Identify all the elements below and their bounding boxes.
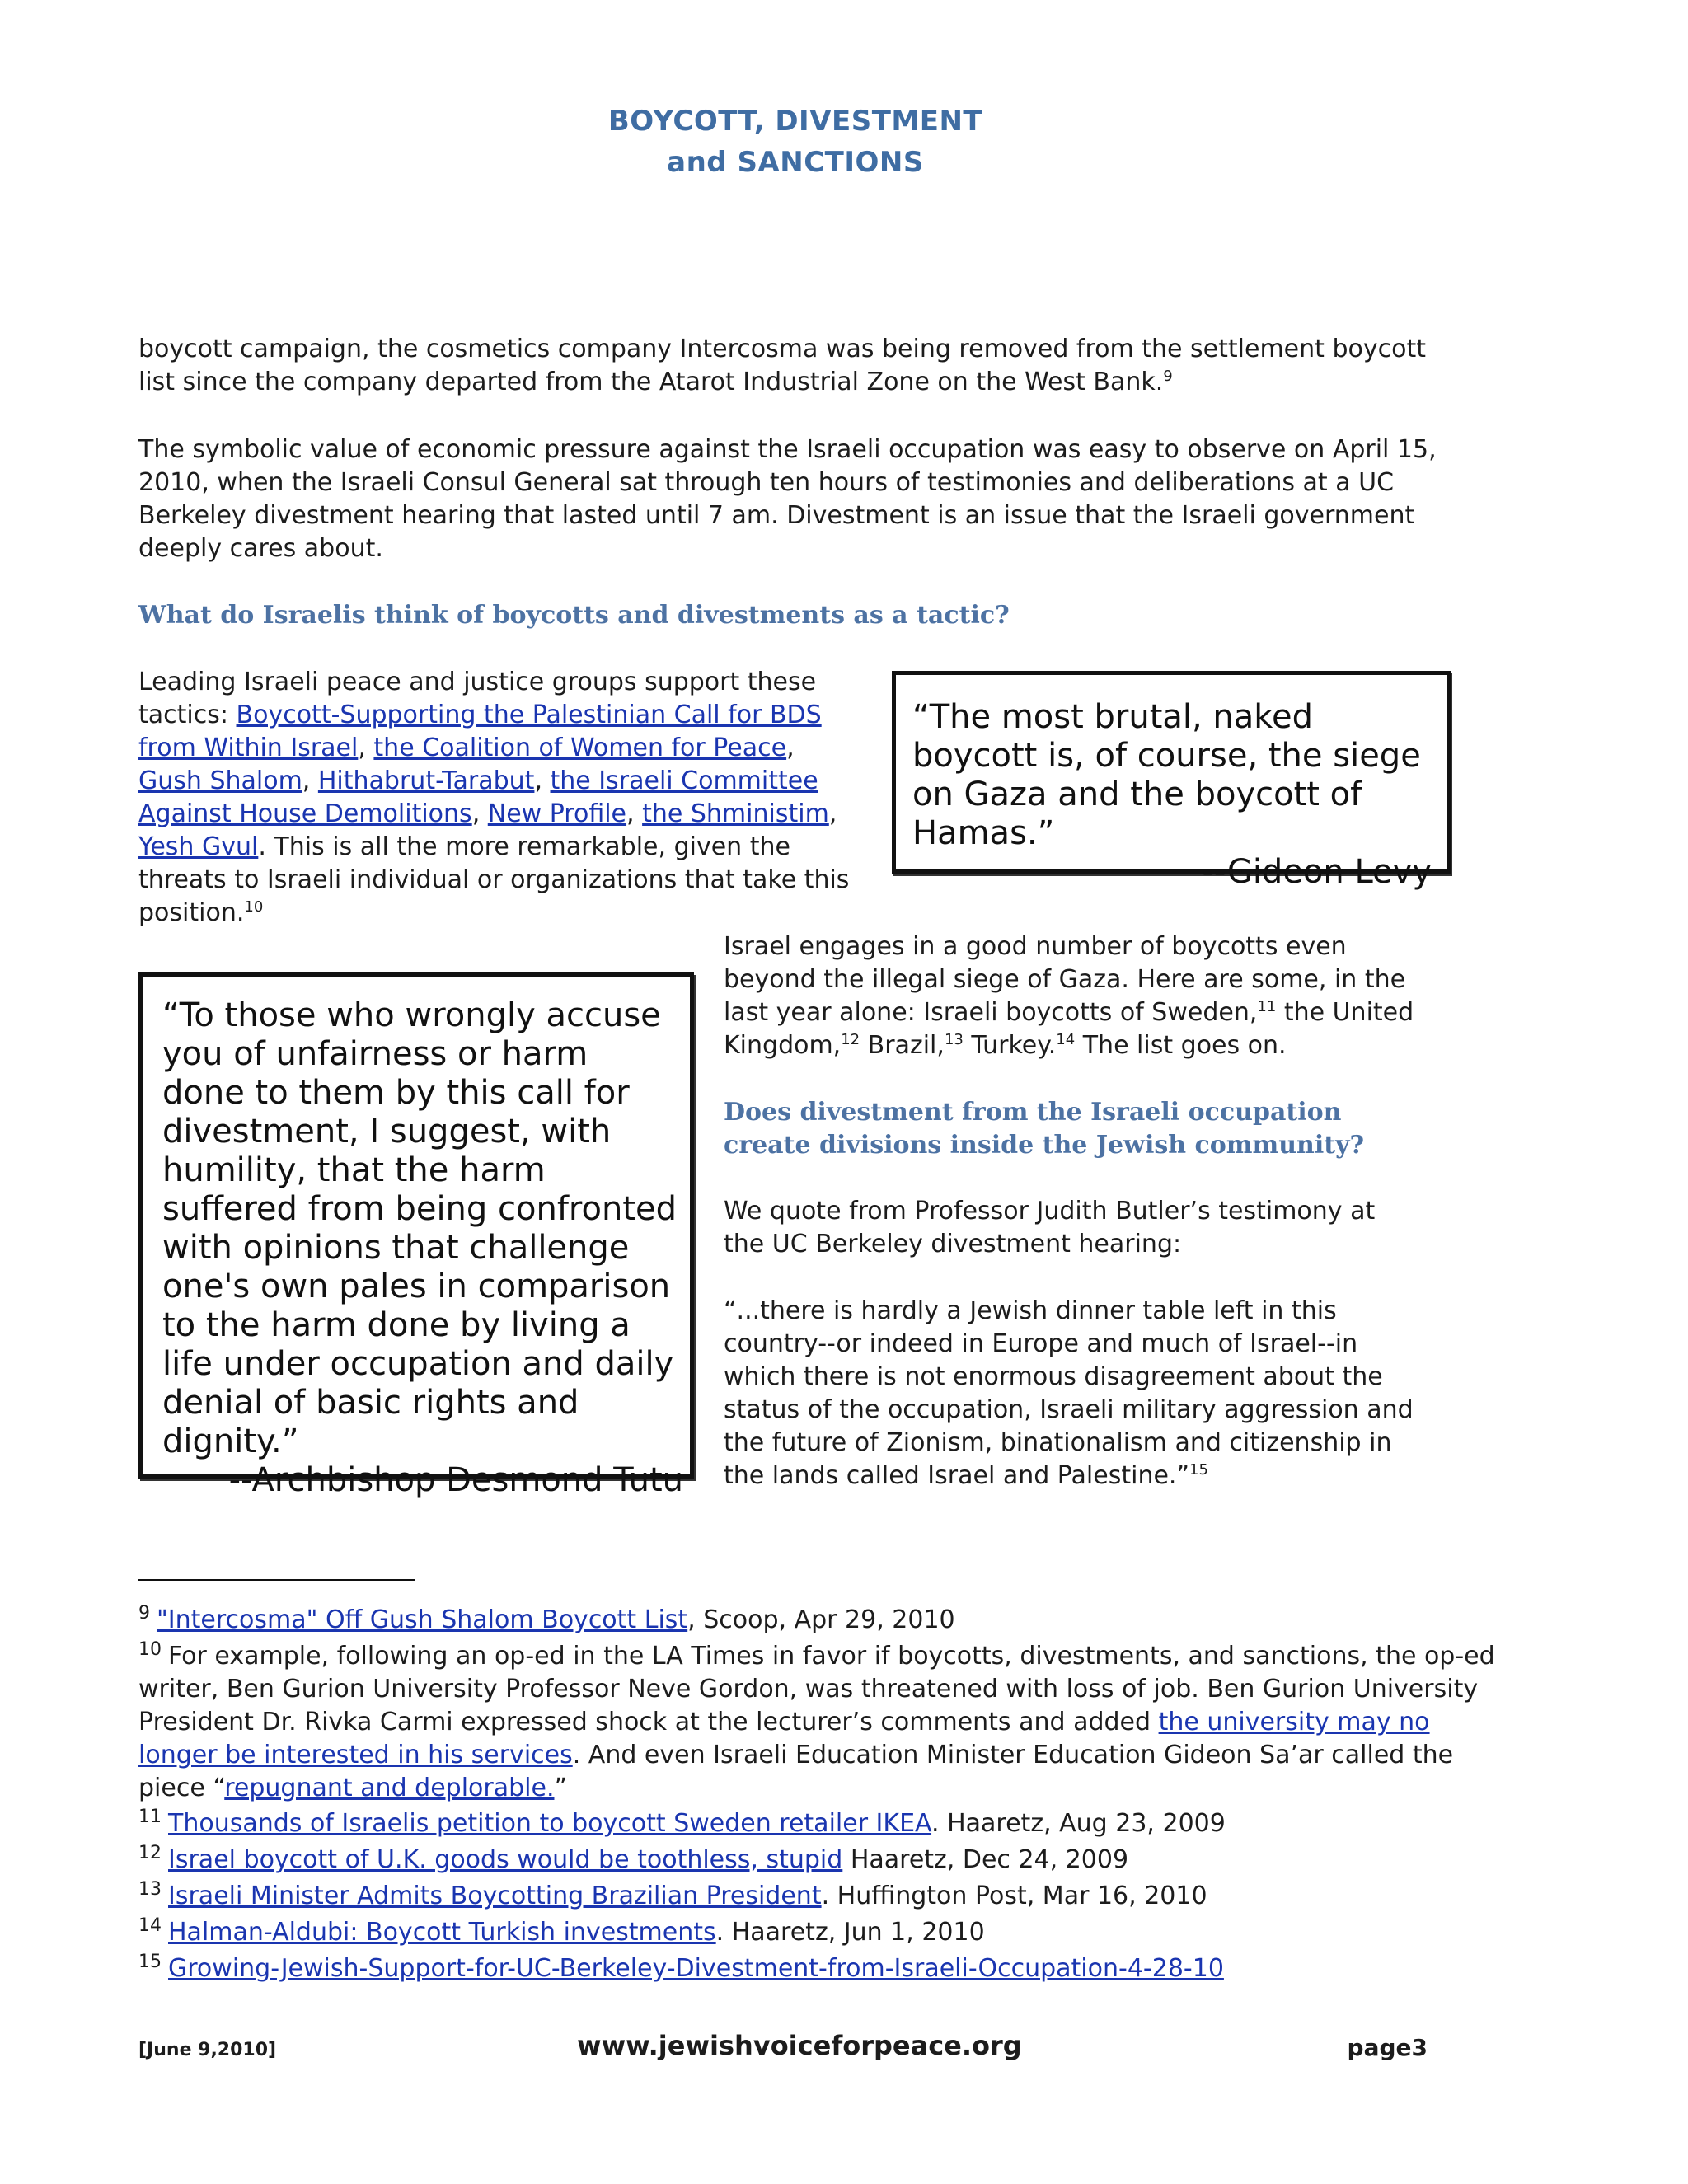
link-hithabrut-tarabut[interactable]: Hithabrut-Tarabut <box>317 766 535 795</box>
intro-paragraph-1: boycott campaign, the cosmetics company Intercosma was being removed from the settlement boycott list since the company departed from the Atarot Industrial Zone on the West Bank.$^9$ <box>138 335 1426 396</box>
quote-box-gideon-levy <box>892 671 1451 891</box>
footer-website[interactable]: www.jewishvoiceforpeace.org <box>577 2030 1022 2061</box>
footnote-14: $^{14}$ Halman-Aldubi: Boycott Turkish investments. Haaretz, Jun 1, 2010 <box>138 1915 985 1947</box>
footnote-11-link[interactable]: Thousands of Israelis petition to boycott Sweden retailer IKEA <box>168 1809 932 1838</box>
footnote-10-link-repugnant[interactable]: repugnant and deplorable. <box>224 1774 555 1802</box>
link-icahd[interactable]: the Israeli Committee Against House Demolitions <box>138 766 818 828</box>
link-coalition-of-women[interactable]: the Coalition of Women for Peace <box>373 733 787 762</box>
quote-text-tutu: “To those who wrongly accuse you of unfairness or harm done to them by this call for divestment, I suggest, with humility, that the harm suffered from being confronted with opinions that challenge one's own pales in comparison to the harm done by living a life under occupation and daily denial of basic rights and dignity.” <box>162 996 677 1460</box>
footnote-ref-9[interactable]: 9 <box>1163 368 1173 385</box>
footnote-9: $^9$ "Intercosma" Off Gush Shalom Boycott List, Scoop, Apr 29, 2010 <box>138 1603 955 1634</box>
footnote-ref-11[interactable]: 11 <box>1257 998 1277 1015</box>
footnote-10-link-university[interactable]: the university may no longer be interested in his services <box>138 1708 1430 1769</box>
footnote-10: $^{10}$ For example, following an op-ed in the LA Times in favor if boycotts, divestments, and sanctions, the op-ed writer, Ben Gurion University Professor Neve Gordon, was threatened with loss of job. Ben Gurion University President Dr. Rivka Carmi expressed shock at the lecturer’s comments and added the university may no longer be interested in his services. And even Israeli Education Minister Education Gideon Sa’ar called the piece “repugnant and deplorable.” <box>138 1639 1495 1802</box>
page-header <box>0 101 1591 183</box>
footnote-13-link[interactable]: Israeli Minister Admits Boycotting Brazilian President <box>168 1882 822 1910</box>
link-gush-shalom[interactable]: Gush Shalom <box>138 766 302 795</box>
header-title-line1: BOYCOTT, DIVESTMENT <box>607 105 983 138</box>
quote-text-levy: “The most brutal, naked boycott is, of course, the siege on Gaza and the boycott of Hamas.” <box>912 698 1421 852</box>
footnote-13: $^{13}$ Israeli Minister Admits Boycotting Brazilian President. Huffington Post, Mar 16, 2010 <box>138 1879 1207 1910</box>
footnote-15: $^{15}$ Growing-Jewish-Support-for-UC-Berkeley-Divestment-from-Israeli-Occupation-4-28-10 <box>138 1952 1224 1983</box>
footnote-12-link[interactable]: Israel boycott of U.K. goods would be toothless, stupid <box>168 1845 843 1874</box>
quote-attribution-tutu: --Archbishop Desmond Tutu <box>228 1461 683 1499</box>
footnote-ref-10[interactable]: 10 <box>244 898 264 916</box>
link-new-profile[interactable]: New Profile <box>487 799 627 828</box>
butler-quote-paragraph: “...there is hardly a Jewish dinner table left in this country--or indeed in Europe and much of Israel--in which there is not enormous disagreement about the status of the occupation, Israeli military aggression and the future of Zionism, binationalism and citizenship in the lands called Israel and Palestine.”$^{15}$ <box>724 1296 1414 1490</box>
footnote-ref-13[interactable]: 13 <box>944 1031 964 1048</box>
footnote-9-link[interactable]: "Intercosma" Off Gush Shalom Boycott List <box>157 1605 688 1634</box>
quote-box-desmond-tutu <box>138 972 694 1499</box>
quote-attribution-levy: --Gideon Levy <box>1202 853 1432 891</box>
link-shministim[interactable]: the Shministim <box>642 799 829 828</box>
footnote-ref-15[interactable]: 15 <box>1189 1461 1208 1479</box>
link-boycott-from-within[interactable]: Boycott-Supporting the Palestinian Call for BDS from Within Israel <box>138 701 822 762</box>
intro-paragraph-2: The symbolic value of economic pressure against the Israeli occupation was easy to observe on April 15, 2010, when the Israeli Consul General sat through ten hours of testimonies and deliberations at a UC Berkeley divestment hearing that lasted until 7 am. Divestment is an issue that the Israeli government deeply cares about. <box>138 435 1437 563</box>
butler-intro-paragraph: We quote from Professor Judith Butler’s testimony at the UC Berkeley divestment hearing: <box>724 1197 1376 1258</box>
footer-date: [June 9,2010] <box>138 2040 277 2060</box>
footnote-11: $^{11}$ Thousands of Israelis petition to boycott Sweden retailer IKEA. Haaretz, Aug 23, 2009 <box>138 1807 1226 1838</box>
footnote-ref-12[interactable]: 12 <box>841 1031 860 1048</box>
footer-page-number: page3 <box>1347 2034 1428 2061</box>
boycotts-list-paragraph: Israel engages in a good number of boycotts even beyond the illegal siege of Gaza. Here are some, in the last year alone: Israeli boycotts of Sweden,$^{11}$ the United Kingdom,$^{12}$ Brazil,$^{13}$ Turkey.$^{14}$ The list goes on. <box>724 932 1414 1060</box>
israeli-groups-paragraph: Leading Israeli peace and justice groups support these tactics: Boycott-Supporting the Palestinian Call for BDS from Within Israel, the Coalition of Women for Peace, Gush Shalom, Hithabrut-Tarabut, the Israeli Committee Against House Demolitions, New Profile, the Shministim, Yesh Gvul. This is all the more remarkable, given the threats to Israeli individual or organizations that take this position.$^{10}$ <box>138 668 850 927</box>
link-yesh-gvul[interactable]: Yesh Gvul <box>138 832 259 861</box>
section-heading-divisions: Does divestment from the Israeli occupation create divisions inside the Jewish community? <box>724 1098 1365 1160</box>
header-title-line2: and SANCTIONS <box>667 146 924 179</box>
section-heading-israelis-tactic: What do Israelis think of boycotts and divestments as a tactic? <box>138 601 1010 630</box>
footnote-15-link[interactable]: Growing-Jewish-Support-for-UC-Berkeley-Divestment-from-Israeli-Occupation-4-28-10 <box>168 1954 1224 1983</box>
footnote-12: $^{12}$ Israel boycott of U.K. goods would be toothless, stupid Haaretz, Dec 24, 2009 <box>138 1843 1129 1874</box>
footnote-divider <box>138 1579 415 1581</box>
footnote-14-link[interactable]: Halman-Aldubi: Boycott Turkish investments <box>168 1918 716 1947</box>
footnote-ref-14[interactable]: 14 <box>1056 1031 1076 1048</box>
